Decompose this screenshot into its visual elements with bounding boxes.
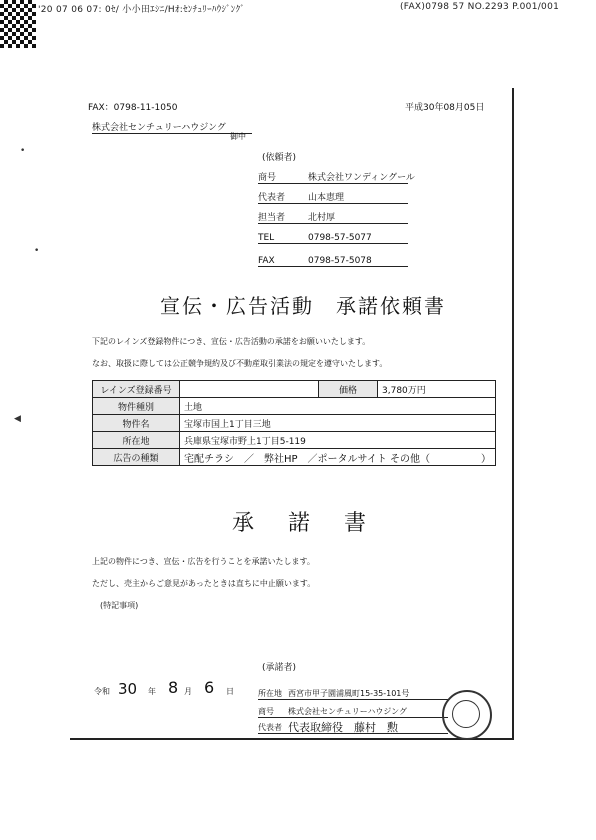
approver-field-value: 株式会社センチュリーハウジング <box>288 707 407 716</box>
approver-field-label: 商号 <box>258 707 274 716</box>
requester-row <box>258 256 408 267</box>
reins-number-value <box>180 381 319 398</box>
addressee-suffix: 御中 <box>230 132 246 141</box>
property-address-value: 兵庫県宝塚市野上1丁目5-119 <box>180 432 496 449</box>
requester-field-label: 商号 <box>258 173 277 183</box>
consent-title: 承 諾 書 <box>232 511 373 536</box>
approver-field-label: 代表者 <box>258 723 282 732</box>
requester-field-value: 0798-57-5077 <box>308 233 372 243</box>
table-row <box>93 449 496 466</box>
price-value: 3,780万円 <box>378 381 496 398</box>
requester-field-value: 株式会社ワンディングール <box>308 173 415 183</box>
table-row <box>93 381 496 398</box>
sign-date-year-unit: 年 <box>148 687 156 696</box>
property-type-value: 土地 <box>180 398 496 415</box>
ad-type-value: 宅配チラシ ／ 弊社HP ／ポータルサイト その他（ <box>184 453 431 465</box>
approver-field-value: 代表取締役 藤村 勲 <box>288 721 398 734</box>
requester-row <box>258 170 415 184</box>
sign-date-era: 令和 <box>94 687 110 696</box>
approver-row <box>258 688 448 700</box>
approver-field-label: 所在地 <box>258 689 282 698</box>
requester-field-label: 代表者 <box>258 193 286 203</box>
consent-line-1: 上記の物件につき、宣伝・広告を行うことを承諾いたします。 <box>92 557 315 566</box>
reins-number-label: レインズ登録番号 <box>93 381 180 398</box>
requester-field-value: 0798-57-5078 <box>308 256 372 266</box>
sign-date-day-unit: 日 <box>226 687 234 696</box>
fax-to-number: FAX：0798-11-1050 <box>88 103 178 113</box>
margin-arrow-mark: ◀ <box>14 414 21 424</box>
requester-row <box>258 190 408 204</box>
document-date: 平成30年08月05日 <box>405 103 485 113</box>
fax-header-right: (FAX)0798 57 NO.2293 P.001/001 <box>400 2 560 12</box>
ad-type-cell <box>180 449 496 466</box>
ad-type-close: ） <box>481 453 491 465</box>
fax-corner-pattern <box>0 0 36 48</box>
requester-field-value: 山本恵理 <box>308 193 345 203</box>
property-address-label: 所在地 <box>93 432 180 449</box>
sign-date-day: 6 <box>204 678 215 697</box>
property-name-label: 物件名 <box>93 415 180 432</box>
sign-date-month-unit: 月 <box>184 687 192 696</box>
sign-date-year: 30 <box>118 680 138 698</box>
requester-field-value: 北村厚 <box>308 213 336 223</box>
property-name-value: 宝塚市国上1丁目三地 <box>180 415 496 432</box>
addressee-name: 株式会社センチュリーハウジング <box>92 120 252 134</box>
margin-mark-2: • <box>34 246 40 256</box>
requester-row <box>258 233 408 244</box>
consent-line-2: ただし、売主からご意見があったときは直ちに中止願います。 <box>92 579 316 588</box>
margin-mark-1: • <box>20 146 26 156</box>
special-note-label: (特記事項) <box>100 601 139 610</box>
requester-label: (依頼者) <box>262 153 297 163</box>
table-row <box>93 415 496 432</box>
table-row <box>93 398 496 415</box>
fax-header-left: '20 07 06 07: 0ｾ/ 小小田ｴｼﾆ/Hｵ:ｾﾝﾁｭﾘｰﾊｳｼﾞﾝｸﾞ <box>38 5 245 15</box>
approver-row <box>258 722 448 734</box>
approver-field-value: 西宮市甲子園浦風町15-35-101号 <box>288 689 410 698</box>
approver-row <box>258 706 448 718</box>
intro-line-1: 下記のレインズ登録物件につき、宣伝・広告活動の承諾をお願いいたします。 <box>92 337 371 346</box>
requester-field-label: FAX <box>258 256 275 266</box>
price-label: 価格 <box>319 381 378 398</box>
intro-line-2: なお、取扱に際しては公正競争規約及び不動産取引業法の規定を遵守いたします。 <box>92 359 388 368</box>
property-type-label: 物件種別 <box>93 398 180 415</box>
requester-row <box>258 210 408 224</box>
table-row <box>93 432 496 449</box>
company-seal-inner <box>452 700 480 728</box>
sign-date-month: 8 <box>168 678 179 697</box>
requester-field-label: 担当者 <box>258 213 286 223</box>
property-table <box>92 380 496 466</box>
approver-label: (承諾者) <box>262 663 297 673</box>
ad-type-label: 広告の種類 <box>93 449 180 466</box>
request-title: 宣伝・広告活動 承諾依頼書 <box>160 294 446 318</box>
requester-field-label: TEL <box>258 233 275 243</box>
